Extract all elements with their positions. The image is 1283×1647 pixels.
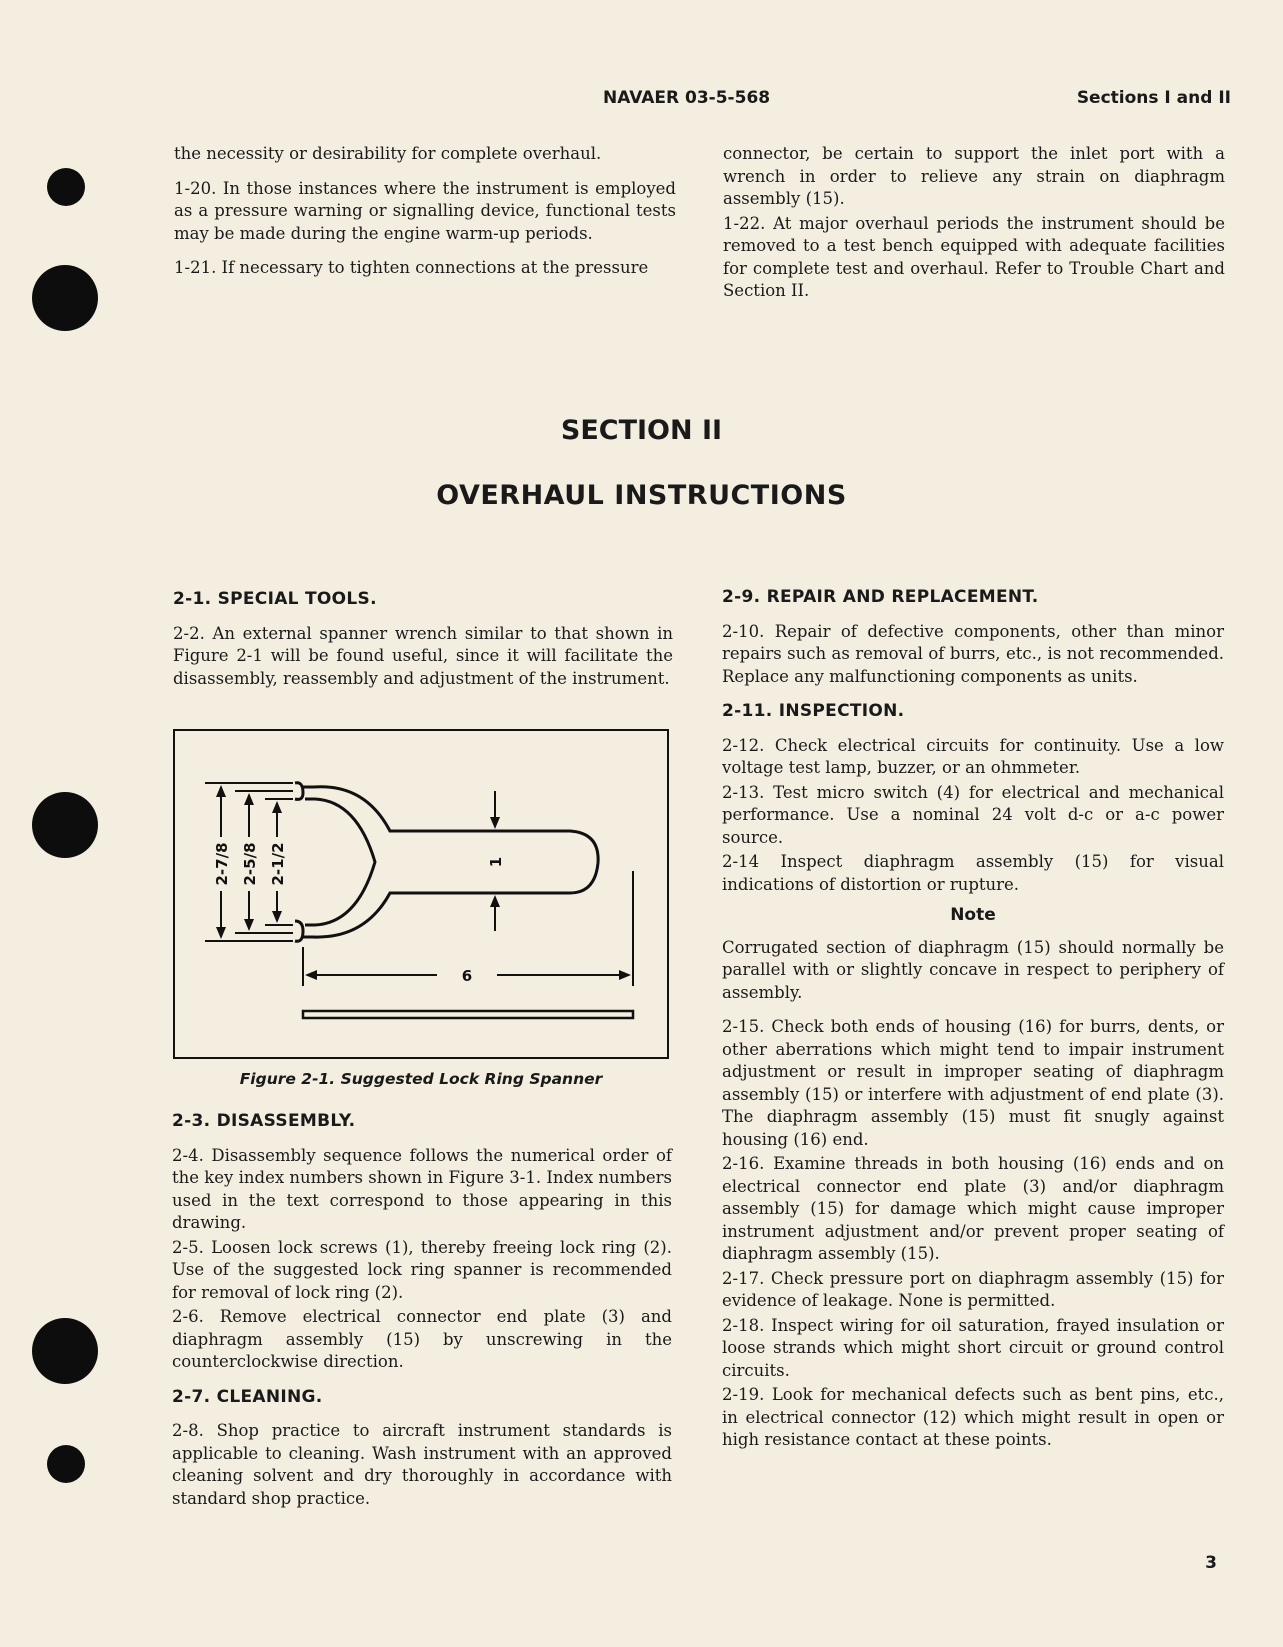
- paragraph: the necessity or desirability for complete overhaul.: [174, 144, 602, 163]
- dim-label-length: 6: [461, 967, 473, 985]
- heading-special-tools: 2-1. SPECIAL TOOLS.: [173, 589, 377, 609]
- paragraph: 2-8. Shop practice to aircraft instrument standards is applicable to cleaning. Wash instrument with an approved cleaning solvent and dry thoroughly in accordance with standard shop practice.: [172, 1421, 672, 1508]
- paragraph: 2-19. Look for mechanical defects such as bent pins, etc., in electrical connector (12) which might result in open or high resistance contact at these points.: [722, 1385, 1224, 1449]
- paragraph: 2-16. Examine threads in both housing (16) ends and on electrical connector end plate (3) and/or diaphragm assembly (15) for damage which might cause improper instrument adjustment and/or prevent proper seating of diaphragm assembly (15).: [722, 1154, 1224, 1263]
- figure-caption: Figure 2-1. Suggested Lock Ring Spanner: [239, 1070, 603, 1088]
- punch-hole: [32, 792, 98, 858]
- punch-hole: [32, 1318, 98, 1384]
- punch-hole: [47, 168, 85, 206]
- paragraph: 2-18. Inspect wiring for oil saturation, frayed insulation or loose strands which might short circuit or ground control circuits.: [722, 1315, 1224, 1380]
- note-text: Corrugated section of diaphragm (15) should normally be parallel with or slightly concave in respect to periphery of assembly.: [722, 937, 1224, 1002]
- right-column: [722, 586, 1224, 1454]
- top-left-column: [174, 143, 676, 292]
- dim-label-2-5-8: 2-5/8: [241, 842, 259, 886]
- spanner-drawing: [175, 731, 667, 1057]
- section-range: Sections I and II: [1076, 88, 1231, 108]
- paragraph: 1-22. At major overhaul periods the instrument should be removed to a test bench equipped with adequate facilities for complete test and overhaul. Refer to Trouble Chart and Section II.: [723, 213, 1225, 300]
- punch-hole: [32, 265, 98, 331]
- paragraph: 2-14 Inspect diaphragm assembly (15) for visual indications of distortion or rupture.: [722, 852, 1224, 894]
- page-number: 3: [1205, 1553, 1217, 1573]
- dim-label-width: 1: [487, 856, 505, 868]
- heading-inspection: 2-11. INSPECTION.: [722, 701, 905, 721]
- heading-cleaning: 2-7. CLEANING.: [172, 1386, 323, 1407]
- top-right-column: [723, 143, 1225, 315]
- dim-label-2-7-8: 2-7/8: [213, 842, 231, 886]
- figure-2-1: [173, 729, 669, 1059]
- punch-hole: [47, 1445, 85, 1483]
- paragraph: 2-5. Loosen lock screws (1), thereby freeing lock ring (2). Use of the suggested lock ring spanner is recommended for removal of lock ring (2).: [172, 1237, 672, 1302]
- paragraph: 2-15. Check both ends of housing (16) for burrs, dents, or other aberrations which might tend to impair instrument adjustment or result in improper seating of diaphragm assembly (15) or interfere with adjustment of end plate (3). The diaphragm assembly (15) must fit snugly against housing (16) end.: [722, 1017, 1224, 1149]
- doc-number: NAVAER 03-5-568: [603, 88, 771, 108]
- paragraph: 1-21. If necessary to tighten connections at the pressure: [174, 258, 649, 277]
- heading-repair: 2-9. REPAIR AND REPLACEMENT.: [722, 587, 1039, 607]
- paragraph: 2-6. Remove electrical connector end plate (3) and diaphragm assembly (15) by unscrewing in the counterclockwise direction.: [172, 1307, 672, 1371]
- heading-disassembly: 2-3. DISASSEMBLY.: [172, 1111, 356, 1131]
- paragraph: 2-17. Check pressure port on diaphragm assembly (15) for evidence of leakage. None is permitted.: [722, 1268, 1224, 1310]
- section-title: OVERHAUL INSTRUCTIONS: [436, 480, 847, 511]
- left-column-lower: [172, 1110, 672, 1522]
- paragraph: 2-4. Disassembly sequence follows the numerical order of the key index numbers shown in Figure 3-1. Index numbers used in the text correspond to those appearing in this drawing.: [172, 1145, 672, 1232]
- paragraph: 2-2. An external spanner wrench similar to that shown in Figure 2-1 will be found useful, since it will facilitate the disassembly, reassembly and adjustment of the instrument.: [173, 623, 673, 688]
- paragraph: 2-10. Repair of defective components, other than minor repairs such as removal of burrs, etc., is not recommended. Replace any malfunctioning components as units.: [722, 621, 1224, 686]
- dim-label-2-1-2: 2-1/2: [269, 842, 287, 886]
- paragraph: 1-20. In those instances where the instrument is employed as a pressure warning or signalling device, functional tests may be made during the engine warm-up periods.: [174, 178, 676, 243]
- section-number: SECTION II: [560, 415, 723, 446]
- paragraph: 2-12. Check electrical circuits for continuity. Use a low voltage test lamp, buzzer, or an ohmmeter.: [722, 735, 1224, 777]
- note-title: Note: [950, 905, 996, 925]
- paragraph: connector, be certain to support the inlet port with a wrench in order to relieve any strain on diaphragm assembly (15).: [723, 144, 1225, 208]
- paragraph: 2-13. Test micro switch (4) for electrical and mechanical performance. Use a nominal 24 volt d-c or a-c power source.: [722, 782, 1224, 847]
- left-column-upper: [173, 588, 673, 702]
